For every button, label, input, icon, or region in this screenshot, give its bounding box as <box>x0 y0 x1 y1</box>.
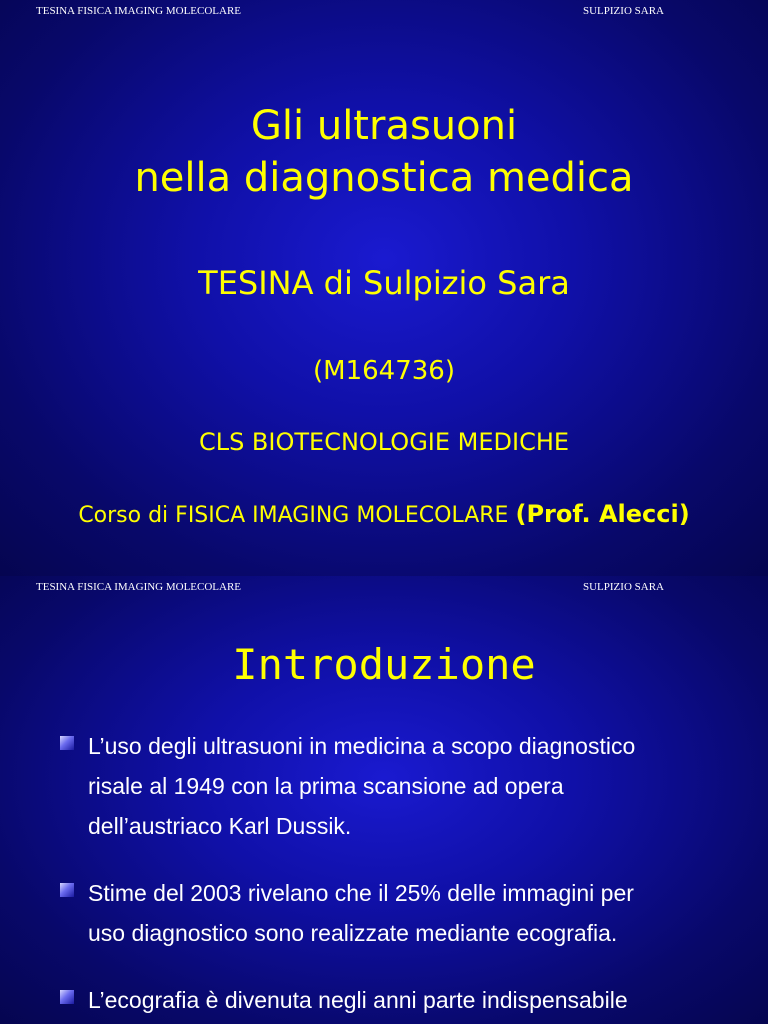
slide-title-heading <box>0 100 768 204</box>
slide-header <box>0 5 768 19</box>
title-line-2: nella diagnostica medica <box>134 155 634 201</box>
bullet-square-icon <box>60 990 74 1004</box>
course-name: Corso di FISICA IMAGING MOLECOLARE <box>78 503 509 528</box>
bullet-square-icon <box>60 883 74 897</box>
author-line: TESINA di Sulpizio Sara <box>198 264 570 302</box>
bullet-text <box>88 726 750 846</box>
course-line <box>0 500 768 528</box>
bullet-text <box>88 980 750 1020</box>
bullet-line: L’ecografia è divenuta negli anni parte indispensabile <box>88 987 628 1013</box>
bullet-square-icon <box>60 736 74 750</box>
slide-header <box>0 581 768 595</box>
header-left: TESINA FISICA IMAGING MOLECOLARE <box>36 5 242 17</box>
bullet-line: risale al 1949 con la prima scansione ad opera <box>88 773 564 799</box>
header-left: TESINA FISICA IMAGING MOLECOLARE <box>36 581 242 593</box>
bullet-text <box>88 873 750 953</box>
matricola-line: (M164736) <box>313 356 455 386</box>
bullet-line: Stime del 2003 rivelano che il 25% delle immagini per <box>88 880 634 906</box>
header-right: SULPIZIO SARA <box>583 581 664 593</box>
bullet-line: uso diagnostico sono realizzate mediante ecografia. <box>88 920 618 946</box>
bullet-line: L’uso degli ultrasuoni in medicina a scopo diagnostico <box>88 733 636 759</box>
bullet-item <box>60 980 750 1020</box>
header-right: SULPIZIO SARA <box>583 5 664 17</box>
bullet-item <box>60 873 750 953</box>
intro-title: Introduzione <box>232 640 536 689</box>
slide-introduction <box>0 576 768 1024</box>
professor-name: (Prof. Alecci) <box>515 500 690 528</box>
bullet-item <box>60 726 750 846</box>
title-line-1: Gli ultrasuoni <box>250 103 518 149</box>
bullet-line: dell’austriaco Karl Dussik. <box>88 813 352 839</box>
degree-line: CLS BIOTECNOLOGIE MEDICHE <box>198 428 570 456</box>
bullet-list <box>60 726 750 1024</box>
